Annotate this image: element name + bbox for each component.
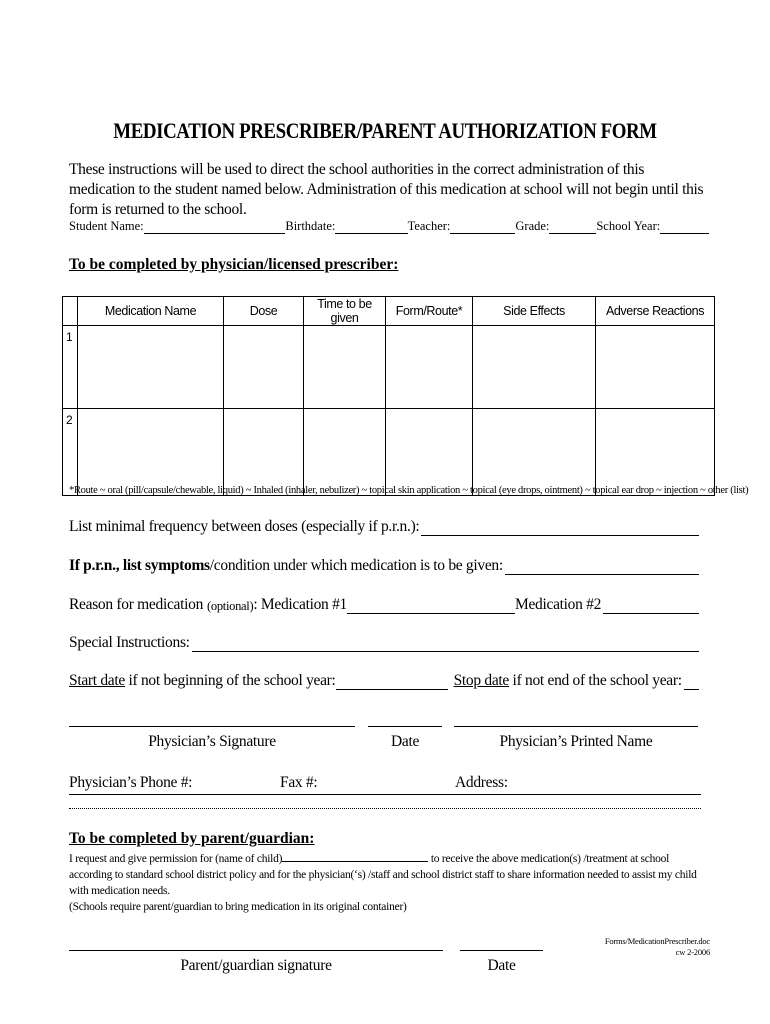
medication-table [62,296,715,496]
row-number: 2 [63,409,78,496]
time-cell[interactable] [304,409,386,496]
reason-line [69,596,699,614]
header-form-route: Form/Route* [386,297,473,326]
physician-date-label: Date [390,733,420,750]
frequency-field[interactable] [421,521,699,536]
fax-label: Fax #: [280,774,318,791]
prn-label: /condition under which medication is to be given: [209,557,503,574]
dose-cell[interactable] [224,326,304,409]
child-name-field[interactable] [282,850,428,862]
table-row [63,409,715,496]
adverse-reactions-cell[interactable] [596,326,715,409]
special-instructions-label: Special Instructions: [69,634,190,651]
permission-text-part3: (Schools require parent/guardian to bring medication in its original container) [69,901,407,913]
physician-date-field[interactable] [368,726,442,727]
prn-label-bold: If p.r.n., list symptoms [69,557,210,574]
adverse-reactions-cell[interactable] [596,409,715,496]
permission-text-part1: I request and give permission for (name of child) [69,853,283,865]
header-adverse-reactions: Adverse Reactions [596,297,715,326]
start-date-label: Start date [69,672,125,689]
parent-date-field[interactable] [460,950,543,951]
footer-note [600,936,710,958]
form-route-cell[interactable] [386,326,473,409]
side-effects-cell[interactable] [473,326,596,409]
header-side-effects: Side Effects [473,297,596,326]
form-route-cell[interactable] [386,409,473,496]
physician-signature-field[interactable] [69,726,355,727]
address-label: Address: [455,774,508,791]
special-instructions-field[interactable] [192,637,699,652]
intro-paragraph: These instructions will be used to direct the school authorities in the correct administration of this medication to the student named below. Administration of this medication at school will not begin until this form is returned to the school. [69,161,704,218]
section-divider [69,808,701,809]
frequency-label: List minimal frequency between doses (especially if p.r.n.): [69,518,420,535]
header-time: Time to be given [304,297,386,326]
reason-optional: (optional) [207,599,254,613]
stop-date-label: Stop date [453,672,509,689]
footer-revision: cw 2-2006 [675,947,710,957]
reason-label: Reason for medication [69,596,204,613]
physician-printed-name-label: Physician’s Printed Name [499,733,653,750]
header-medication-name: Medication Name [78,297,224,326]
student-name-label: Student Name: [69,219,144,233]
form-title: MEDICATION PRESCRIBER/PARENT AUTHORIZATION FORM [113,118,657,143]
physician-phone-label: Physician’s Phone #: [69,774,193,791]
teacher-label: Teacher: [407,219,451,233]
stop-date-field[interactable] [684,675,699,690]
physician-signature-label: Physician’s Signature [148,733,276,750]
medication-name-cell[interactable] [78,409,224,496]
birthdate-label: Birthdate: [285,219,336,233]
parent-permission-text [69,850,709,915]
physician-printed-name-field[interactable] [454,726,698,727]
reason-med2-label: Medication #2 [514,596,602,613]
parent-signature-label: Parent/guardian signature [180,957,332,974]
reason-med1-label: : Medication #1 [253,596,347,613]
prescriber-section-heading: To be completed by physician/licensed prescriber: [69,256,399,273]
start-date-field[interactable] [336,675,448,690]
prn-symptoms-field[interactable] [505,560,699,575]
header-dose: Dose [224,297,304,326]
reason-med2-field[interactable] [603,599,699,614]
reason-med1-field[interactable] [347,599,515,614]
student-info-row [69,219,709,234]
footer-file: Forms/MedicationPrescriber.doc [604,936,710,946]
dose-cell[interactable] [224,409,304,496]
prn-line [69,557,699,575]
table-row [63,326,715,409]
student-name-field[interactable] [144,221,286,234]
side-effects-cell[interactable] [473,409,596,496]
route-note: *Route ~ oral (pill/capsule/chewable, liquid) ~ Inhaled (inhaler, nebulizer) ~ topical skin application ~ topical (eye drops, ointment) ~ topical ear drop ~ injection ~ other (list) [69,485,749,496]
parent-section-heading: To be completed by parent/guardian: [69,830,315,847]
table-header-row [63,297,715,326]
frequency-line [69,518,699,536]
special-instructions-line [69,634,699,652]
school-year-field[interactable] [660,221,709,234]
row-number-header [63,297,78,326]
teacher-field[interactable] [450,221,515,234]
start-date-text: if not beginning of the school year: [124,672,336,689]
grade-field[interactable] [549,221,596,234]
stop-date-text: if not end of the school year: [508,672,682,689]
medication-name-cell[interactable] [78,326,224,409]
row-number: 1 [63,326,78,409]
grade-label: Grade: [515,219,550,233]
birthdate-field[interactable] [335,221,407,234]
school-year-label: School Year: [596,219,661,233]
parent-date-label: Date [487,957,516,974]
parent-signature-field[interactable] [69,950,443,951]
contact-field-line[interactable] [69,794,701,795]
permission-text-part2: to receive the above medication(s) /treatment at school according to standard school district policy and for the physician(‘s) /staff and school district staff to share information needed to assist my child with medication needs. [69,853,697,897]
dates-line [69,672,699,690]
time-cell[interactable] [304,326,386,409]
